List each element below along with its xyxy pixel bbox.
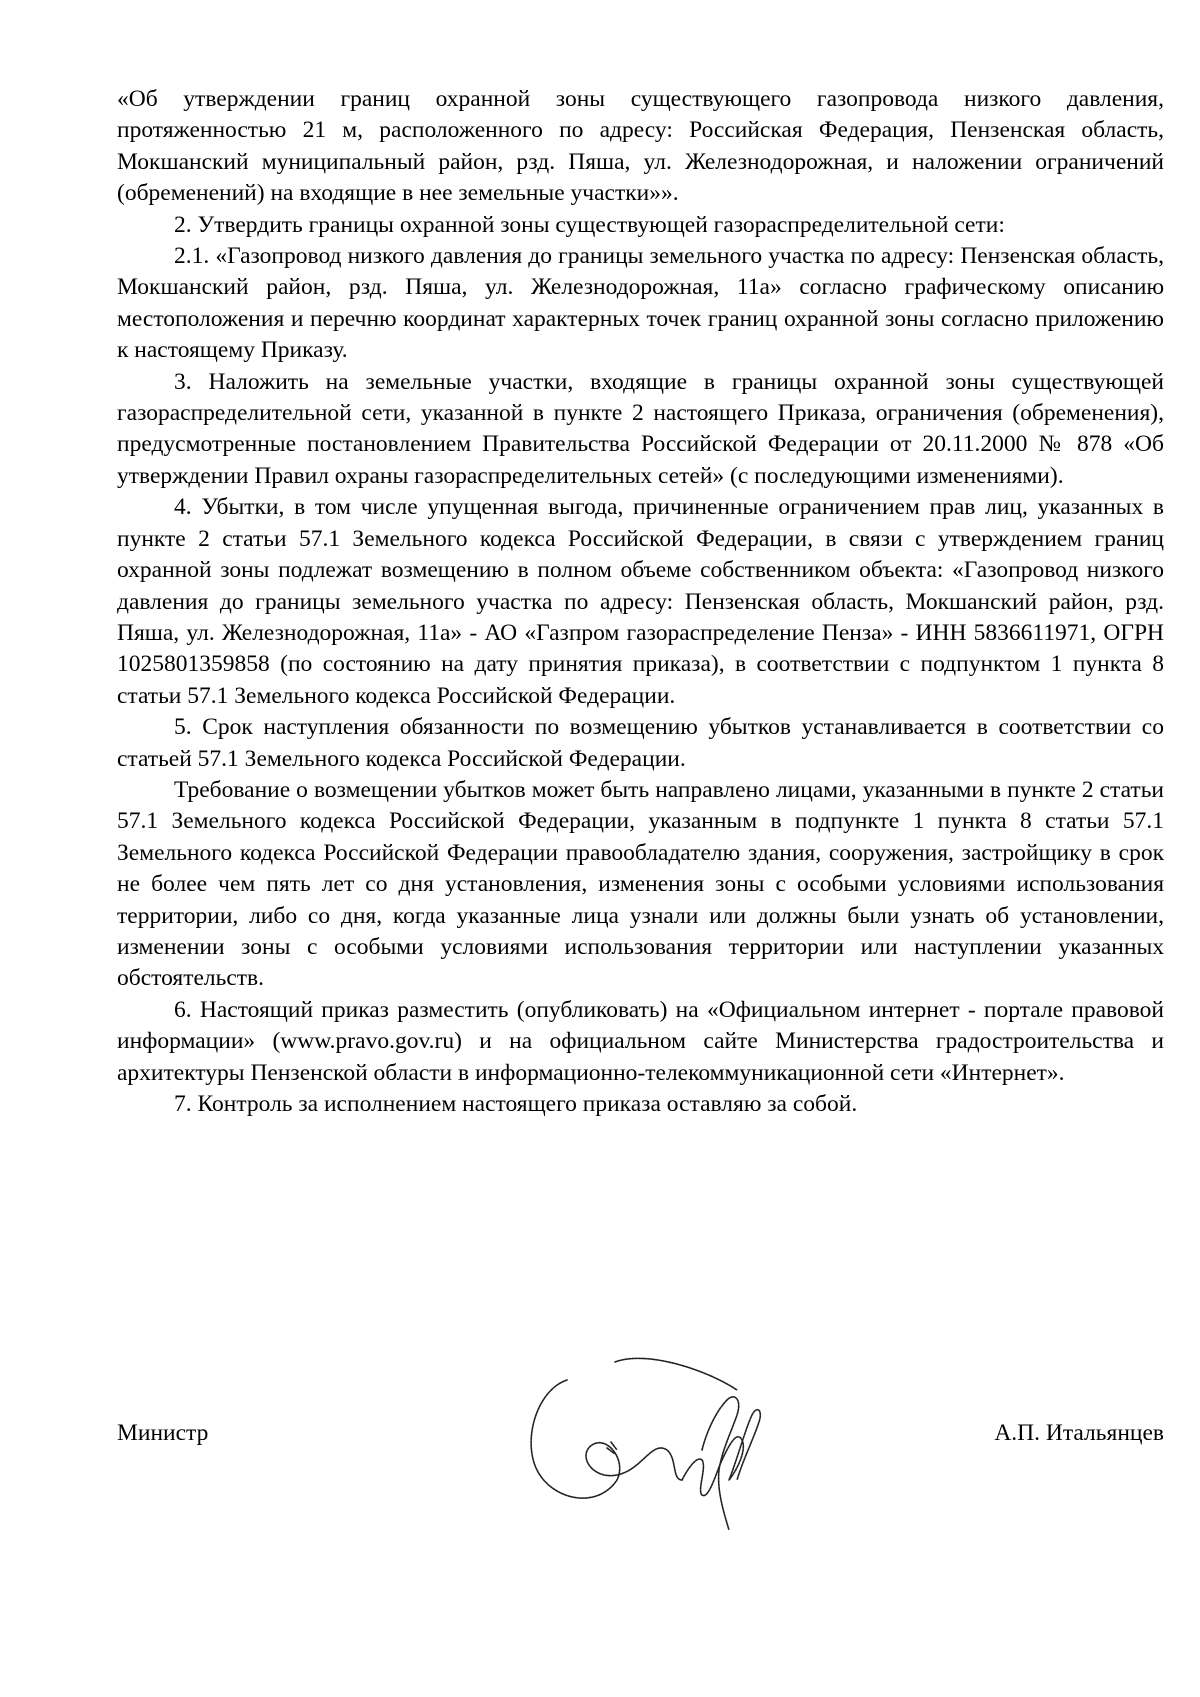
paragraph-item-7: 7. Контроль за исполнением настоящего приказа оставляю за собой. (174, 1091, 858, 1117)
paragraph-compensation-claim: Требование о возмещении убытков может быть направлено лицами, указанными в пункте 2 статьи 57.1 Земельного кодекса Российской Федерации, указанным в подпункте 1 пункта 8 статьи 57.1 Земельного кодекса Российской Федерации правообладателю здания, сооружения, застройщику в срок не более чем пять лет со дня установления, изменения зоны с особыми условиями использования территории, либо со дня, когда указанные лица узнали или должны были узнать об установлении, изменении зоны с особыми условиями использования территории или наступлении указанных обстоятельств. (117, 776, 1164, 992)
handwritten-signature (497, 1330, 777, 1550)
paragraph-item-2: 2. Утвердить границы охранной зоны существующей газораспределительной сети: (174, 211, 1005, 238)
paragraph-item-4: 4. Убытки, в том числе упущенная выгода, причиненные ограничением прав лиц, указанных в пункте 2 статьи 57.1 Земельного кодекса Российской Федерации, в связи с утверждением границ охранной зоны подлежат возмещению в полном объеме собственником объекта: «Газопровод низкого давления до границы земельного участка по адресу: Пензенская область, Мокшанский район, рзд. Пяша, ул. Железнодорожная, 11а» - АО «Газпром газораспределение Пенза» - ИНН 5836611971, ОГРН 1025801359858 (по состоянию на дату принятия приказа), в соответствии с подпунктом 1 пункта 8 статьи 57.1 Земельного кодекса Российской Федерации. (117, 494, 1164, 709)
signatory-name: А.П. Итальянцев (994, 1420, 1164, 1446)
paragraph-item-6: 6. Настоящий приказ разместить (опубликовать) на «Официальном интернет - портале правовой информации» (www.pravo.gov.ru) и на официальном сайте Министерства градостроительства и архитектуры Пензенской области в информационно-телекоммуникационной сети «Интернет». (117, 996, 1164, 1086)
paragraph-intro: «Об утверждении границ охранной зоны существующего газопровода низкого давления, протяженностью 21 м, расположенного по адресу: Российская Федерация, Пензенская область, Мокшанский муниципальный район, рзд. Пяша, ул. Железнодорожная, и наложении ограничений (обременений) на входящие в нее земельные участки»». (117, 86, 1164, 207)
document-body (117, 84, 1164, 1120)
paragraph-item-5: 5. Срок наступления обязанности по возмещению убытков устанавливается в соответствии со статьей 57.1 Земельного кодекса Российской Федерации. (117, 714, 1164, 772)
paragraph-item-2-1: 2.1. «Газопровод низкого давления до границы земельного участка по адресу: Пензенская область, Мокшанский район, рзд. Пяша, ул. Железнодорожная, 11а» согласно графическому описанию местоположения и перечню координат характерных точек границ охранной зоны согласно приложению к настоящему Приказу. (117, 243, 1164, 364)
signature-block (117, 1350, 1164, 1550)
signatory-position: Министр (117, 1420, 209, 1446)
paragraph-item-3: 3. Наложить на земельные участки, входящие в границы охранной зоны существующей газораспределительной сети, указанной в пункте 2 настоящего Приказа, ограничения (обременения), предусмотренные постановлением Правительства Российской Федерации от 20.11.2000 № 878 «Об утверждении Правил охраны газораспределительных сетей» (с последующими изменениями). (117, 368, 1164, 489)
